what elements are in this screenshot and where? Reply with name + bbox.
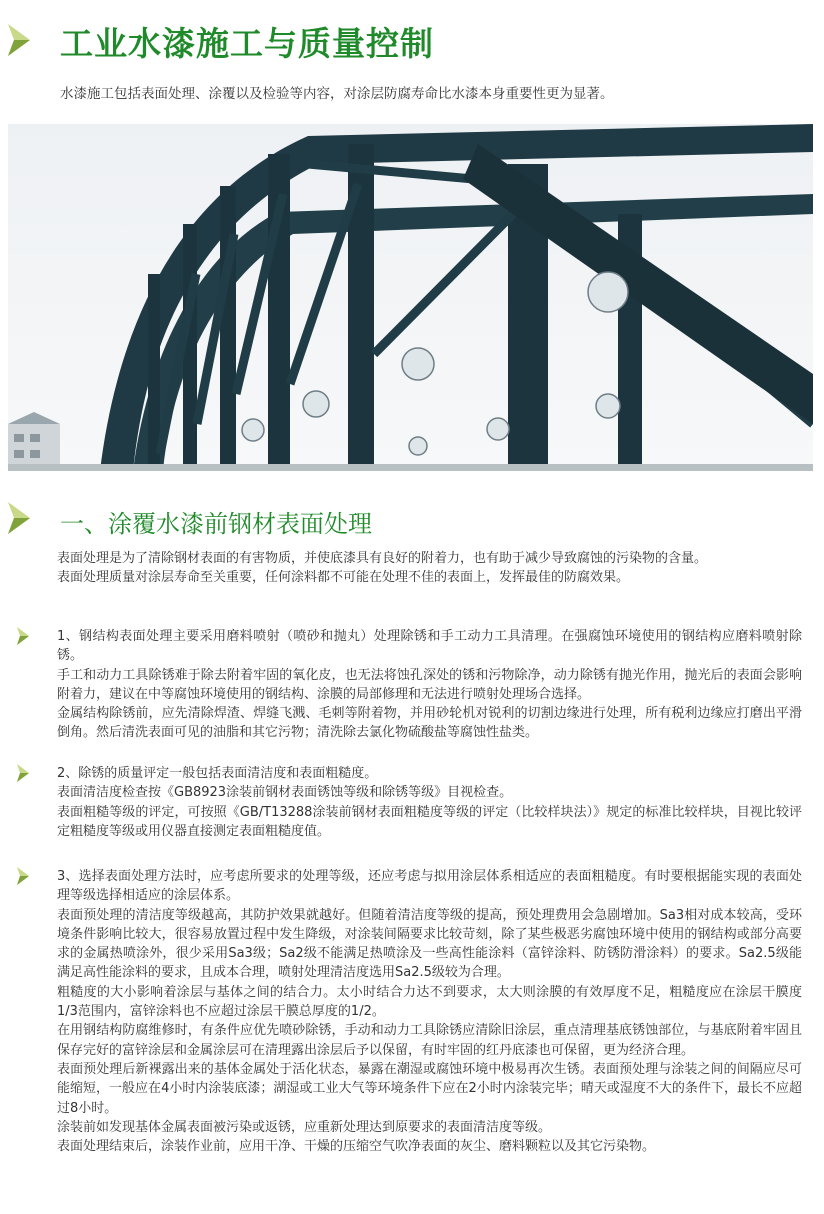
paragraph: 表面处理质量对涂层寿命至关重要，任何涂料都不可能在处理不佳的表面上，发挥最佳的防腐效果。 — [57, 570, 630, 586]
paragraph: 粗糙度的大小影响着涂层与基体之间的结合力。太小时结合力达不到要求，太大则涂膜的有效厚度不足，粗糙度应在涂层干膜度1/3范围内，富锌涂料也不应超过涂层干膜总厚度的1/2。 — [57, 984, 802, 1020]
steel-bridge-photo — [8, 124, 813, 471]
building-icon — [8, 412, 60, 471]
page-title: 工业水漆施工与质量控制 — [60, 24, 434, 63]
paragraph: 金属结构除锈前，应先清除焊渣、焊缝飞溅、毛刺等附着物，并用砂轮机对锐利的切割边缘进行处理，所有税利边缘应打磨出平滑倒角。然后清洗表面可见的油脂和其它污物；清洗除去氯化物硫酸盐等腐蚀性盐类。 — [57, 706, 802, 741]
chevron-right-icon — [17, 867, 29, 885]
list-item — [57, 867, 802, 1156]
paragraph: 表面处理是为了清除钢材表面的有害物质，并使底漆具有良好的附着力，也有助于减少导致腐蚀的污染物的含量。 — [57, 551, 708, 566]
paragraph: 表面预处理的清洁度等级越高，其防护效果就越好。但随着清洁度等级的提高，预处理费用会急剧增加。Sa3相对成本较高，受环境条件影响比较大，很容易放置过程中发生降级，对涂装间隔要求比较苛刻，除了某些极恶劣腐蚀环境中使用的钢结构或部分高要求的金属热喷涂外，很少采用Sa3级；Sa2级不能满足热喷涂及一些高性能涂料（富锌涂料、防锈防滑涂料）的要求。Sa2.5级能满足高性能涂料的要求，且成本合理，喷射处理清洁度选用Sa2.5级较为合理。 — [57, 907, 802, 981]
chevron-right-icon — [8, 502, 30, 534]
paragraph: 表面预处理后新裸露出来的基体金属处于活化状态，暴露在潮湿或腐蚀环境中极易再次生锈。表面预处理与涂装之间的间隔应尽可能缩短，一般应在4小时内涂装底漆；湖湿或工业大气等环境条件下应在2小时内涂装完毕；晴天或湿度不大的条件下，最长不应超过8小时。 — [57, 1061, 802, 1116]
chevron-right-icon — [8, 24, 30, 56]
paragraph: 2、除锈的质量评定一般包括表面清洁度和表面粗糙度。 — [57, 766, 378, 781]
chevron-right-icon — [17, 764, 29, 782]
section-intro — [57, 549, 802, 588]
paragraph: 3、选择表面处理方法时，应考虑所要求的处理等级，还应考虑与拟用涂层体系相适应的表面粗糙度。有时要根据能实现的表面处理等级选择相适应的涂层体系。 — [57, 869, 802, 904]
paragraph: 在用钢结构防腐维修时，有条件应优先喷砂除锈，手动和动力工具除锈应清除旧涂层，重点清理基底锈蚀部位，与基底附着牢固且保存完好的富锌涂层和金属涂层可在清理露出涂层后予以保留，有时牢固的红丹底漆也可保留，更为经济合理。 — [57, 1023, 802, 1058]
page-intro: 水漆施工包括表面处理、涂覆以及检验等内容，对涂层防腐寿命比水漆本身重要性更为显著。 — [60, 86, 614, 102]
list-item — [57, 627, 802, 743]
paragraph: 表面处理结束后，涂装作业前，应用干净、干燥的压缩空气吹净表面的灰尘、磨料颗粒以及其它污染物。 — [57, 1139, 656, 1155]
paragraph: 表面粗糙等级的评定，可按照《GB/T13288涂装前钢材表面粗糙度等级的评定（比较样块法）》规定的标准比较样块，目视比较评定粗糙度等级或用仪器直接测定表面粗糙度值。 — [57, 804, 802, 839]
paragraph: 表面清洁度检查按《GB8923涂装前钢材表面锈蚀等级和除锈等级》目视检查。 — [57, 785, 513, 801]
section-title: 一、涂覆水漆前钢材表面处理 — [60, 510, 372, 538]
chevron-right-icon — [17, 627, 29, 645]
list-item — [57, 764, 802, 841]
paragraph: 手工和动力工具除锈难于除去附着牢固的氧化皮，也无法将蚀孔深处的锈和污物除净，动力除锈有抛光作用，抛光后的表面会影响附着力，建议在中等腐蚀环境使用的钢结构、涂膜的局部修理和无法进行喷射处理场合选择。 — [57, 667, 802, 702]
paragraph: 1、钢结构表面处理主要采用磨料喷射（喷砂和抛丸）处理除锈和手工动力工具清理。在强腐蚀环境使用的钢结构应磨料喷射除锈。 — [57, 629, 802, 664]
paragraph: 涂装前如发现基体金属表面被污染或返锈，应重新处理达到原要求的表面清洁度等级。 — [57, 1119, 552, 1135]
